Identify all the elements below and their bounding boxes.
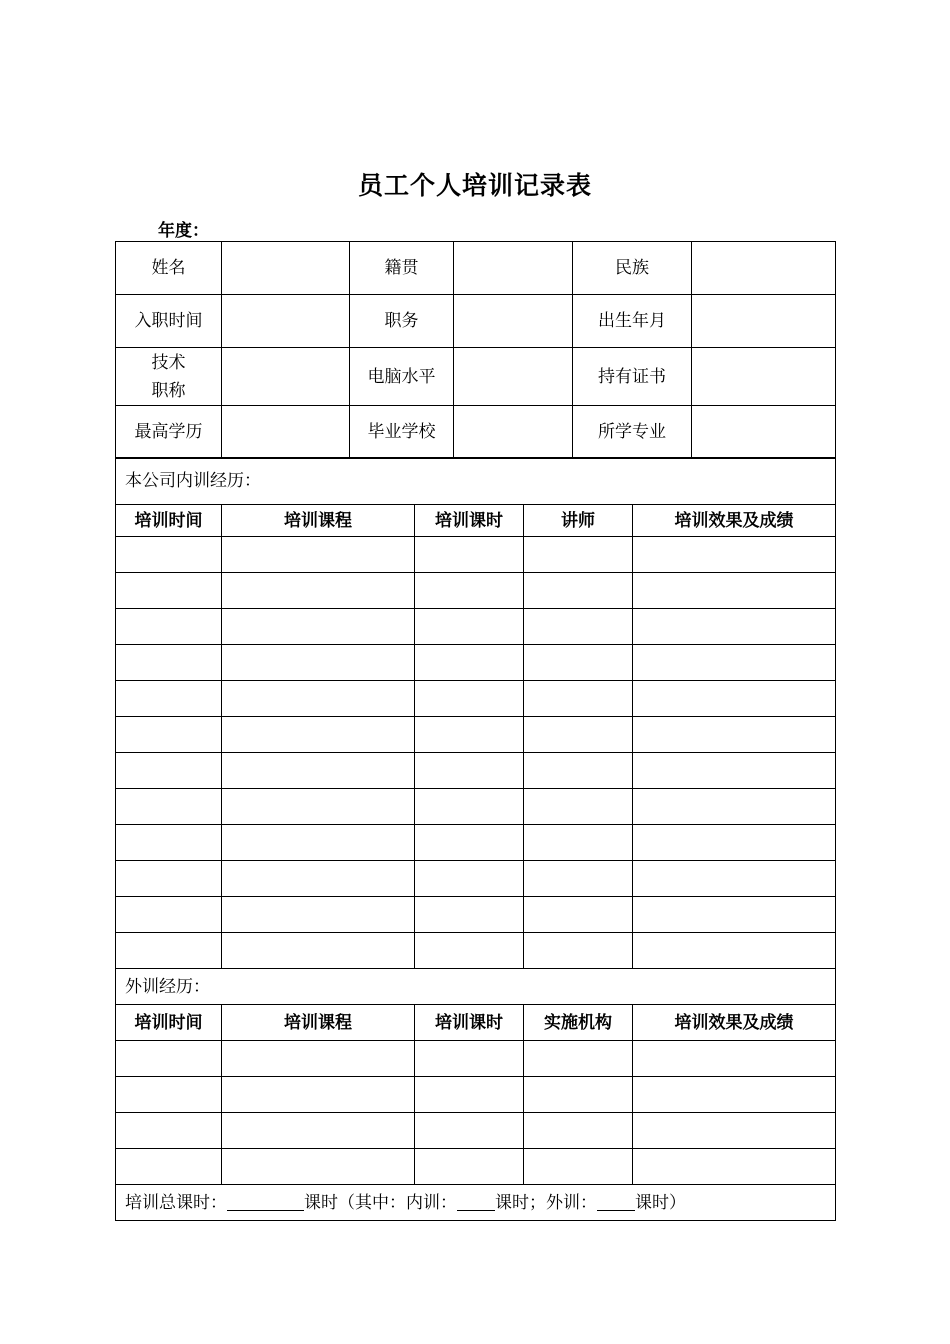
blank-cell[interactable]: [222, 645, 415, 681]
blank-cell[interactable]: [633, 537, 836, 573]
blank-cell[interactable]: [633, 609, 836, 645]
blank-cell[interactable]: [415, 1077, 524, 1113]
table-row: [116, 537, 836, 573]
blank-cell[interactable]: [222, 573, 415, 609]
table-row: [116, 609, 836, 645]
label-certificates: 持有证书: [573, 348, 692, 406]
external-rows: [116, 1041, 836, 1185]
blank-cell[interactable]: [116, 861, 222, 897]
blank-cell[interactable]: [524, 897, 633, 933]
blank-cell[interactable]: [222, 1041, 415, 1077]
label-name: 姓名: [116, 242, 222, 295]
blank-cell[interactable]: [415, 861, 524, 897]
blank-cell[interactable]: [222, 1077, 415, 1113]
value-education[interactable]: [222, 406, 350, 459]
table-row: [116, 825, 836, 861]
label-ethnicity: 民族: [573, 242, 692, 295]
blank-cell[interactable]: [524, 1077, 633, 1113]
blank-cell[interactable]: [633, 1077, 836, 1113]
value-position[interactable]: [454, 295, 573, 348]
blank-cell[interactable]: [633, 897, 836, 933]
table-row: [116, 789, 836, 825]
table-row: [116, 1149, 836, 1185]
table-row: [116, 861, 836, 897]
blank-cell[interactable]: [633, 681, 836, 717]
table-row: [116, 933, 836, 969]
table-row: [116, 645, 836, 681]
blank-cell[interactable]: [524, 717, 633, 753]
blank-cell[interactable]: [116, 897, 222, 933]
blank-cell[interactable]: [415, 1041, 524, 1077]
label-technical-title: [116, 348, 222, 406]
blank-cell[interactable]: [633, 1113, 836, 1149]
blank-cell[interactable]: [116, 717, 222, 753]
label-technical-title-line2: 职称: [151, 380, 186, 401]
blank-cell[interactable]: [116, 789, 222, 825]
blank-cell[interactable]: [116, 1041, 222, 1077]
value-school[interactable]: [454, 406, 573, 459]
table-row: [116, 1113, 836, 1149]
blank-cell[interactable]: [222, 825, 415, 861]
blank-cell[interactable]: [415, 1149, 524, 1185]
external-header-institution: 实施机构: [524, 1005, 633, 1041]
hours-suffix: 课时）: [635, 1192, 686, 1213]
blank-cell[interactable]: [415, 897, 524, 933]
label-school: 毕业学校: [350, 406, 454, 459]
label-technical-title-line1: 技术: [151, 352, 186, 373]
blank-cell[interactable]: [633, 573, 836, 609]
internal-header-hours: 培训课时: [415, 505, 524, 537]
external-section-label: 外训经历：: [116, 969, 836, 1005]
blank-cell[interactable]: [116, 1113, 222, 1149]
blank-cell[interactable]: [116, 1149, 222, 1185]
label-native-place: 籍贯: [350, 242, 454, 295]
table-row: [116, 897, 836, 933]
employee-info-table: [115, 241, 836, 459]
blank-cell[interactable]: [524, 933, 633, 969]
internal-hours-label: 课时（其中：内训：: [304, 1192, 457, 1213]
page-title: 员工个人培训记录表: [357, 171, 592, 200]
blank-cell[interactable]: [415, 645, 524, 681]
blank-cell[interactable]: [222, 1149, 415, 1185]
blank-cell[interactable]: [524, 1041, 633, 1077]
blank-cell[interactable]: [524, 789, 633, 825]
blank-cell[interactable]: [222, 861, 415, 897]
blank-cell[interactable]: [524, 681, 633, 717]
total-hours-blank[interactable]: [227, 1190, 304, 1211]
external-hours-label: 课时；外训：: [495, 1192, 597, 1213]
blank-cell[interactable]: [633, 789, 836, 825]
blank-cell[interactable]: [415, 933, 524, 969]
label-hire-date: 入职时间: [116, 295, 222, 348]
value-birth-date[interactable]: [692, 295, 836, 348]
blank-cell[interactable]: [116, 573, 222, 609]
blank-cell[interactable]: [633, 933, 836, 969]
internal-hours-blank[interactable]: [457, 1190, 495, 1211]
blank-cell[interactable]: [633, 825, 836, 861]
blank-cell[interactable]: [633, 717, 836, 753]
table-row: [116, 1077, 836, 1113]
table-row: [116, 681, 836, 717]
blank-cell[interactable]: [524, 861, 633, 897]
external-hours-blank[interactable]: [597, 1190, 635, 1211]
internal-header-course: 培训课程: [222, 505, 415, 537]
training-records-table: [115, 457, 836, 1221]
blank-cell[interactable]: [633, 861, 836, 897]
external-header-time: 培训时间: [116, 1005, 222, 1041]
blank-cell[interactable]: [633, 1149, 836, 1185]
total-hours-line: [116, 1185, 836, 1221]
value-certificates[interactable]: [692, 348, 836, 406]
blank-cell[interactable]: [633, 1041, 836, 1077]
blank-cell[interactable]: [222, 933, 415, 969]
external-header-course: 培训课程: [222, 1005, 415, 1041]
blank-cell[interactable]: [415, 825, 524, 861]
blank-cell[interactable]: [222, 897, 415, 933]
blank-cell[interactable]: [222, 717, 415, 753]
year-label: 年度：: [158, 221, 209, 241]
blank-cell[interactable]: [524, 753, 633, 789]
internal-header-result: 培训效果及成绩: [633, 505, 836, 537]
blank-cell[interactable]: [222, 753, 415, 789]
internal-section-label: 本公司内训经历：: [116, 458, 836, 505]
value-technical-title[interactable]: [222, 348, 350, 406]
blank-cell[interactable]: [116, 537, 222, 573]
blank-cell[interactable]: [222, 537, 415, 573]
label-position: 职务: [350, 295, 454, 348]
internal-header-time: 培训时间: [116, 505, 222, 537]
blank-cell[interactable]: [524, 645, 633, 681]
blank-cell[interactable]: [524, 1113, 633, 1149]
internal-header-lecturer: 讲师: [524, 505, 633, 537]
table-row: [116, 753, 836, 789]
label-major: 所学专业: [573, 406, 692, 459]
blank-cell[interactable]: [415, 753, 524, 789]
blank-cell[interactable]: [116, 825, 222, 861]
table-row: [116, 1041, 836, 1077]
external-header-hours: 培训课时: [415, 1005, 524, 1041]
external-header-result: 培训效果及成绩: [633, 1005, 836, 1041]
blank-cell[interactable]: [633, 753, 836, 789]
blank-cell[interactable]: [116, 933, 222, 969]
label-birth-date: 出生年月: [573, 295, 692, 348]
value-major[interactable]: [692, 406, 836, 459]
table-row: [116, 573, 836, 609]
table-row: [116, 717, 836, 753]
value-ethnicity[interactable]: [692, 242, 836, 295]
blank-cell[interactable]: [524, 1149, 633, 1185]
total-hours-label: 培训总课时：: [125, 1192, 227, 1213]
blank-cell[interactable]: [116, 681, 222, 717]
blank-cell[interactable]: [222, 681, 415, 717]
blank-cell[interactable]: [116, 645, 222, 681]
value-hire-date[interactable]: [222, 295, 350, 348]
blank-cell[interactable]: [524, 537, 633, 573]
blank-cell[interactable]: [524, 573, 633, 609]
blank-cell[interactable]: [415, 537, 524, 573]
blank-cell[interactable]: [415, 789, 524, 825]
label-computer-level: 电脑水平: [350, 348, 454, 406]
blank-cell[interactable]: [116, 1077, 222, 1113]
blank-cell[interactable]: [415, 573, 524, 609]
value-computer-level[interactable]: [454, 348, 573, 406]
blank-cell[interactable]: [415, 609, 524, 645]
value-native-place[interactable]: [454, 242, 573, 295]
blank-cell[interactable]: [524, 825, 633, 861]
blank-cell[interactable]: [116, 609, 222, 645]
blank-cell[interactable]: [415, 717, 524, 753]
blank-cell[interactable]: [222, 789, 415, 825]
blank-cell[interactable]: [524, 609, 633, 645]
blank-cell[interactable]: [222, 1113, 415, 1149]
blank-cell[interactable]: [116, 753, 222, 789]
label-education: 最高学历: [116, 406, 222, 459]
blank-cell[interactable]: [415, 681, 524, 717]
blank-cell[interactable]: [222, 609, 415, 645]
value-name[interactable]: [222, 242, 350, 295]
internal-rows: [116, 537, 836, 969]
blank-cell[interactable]: [415, 1113, 524, 1149]
blank-cell[interactable]: [633, 645, 836, 681]
